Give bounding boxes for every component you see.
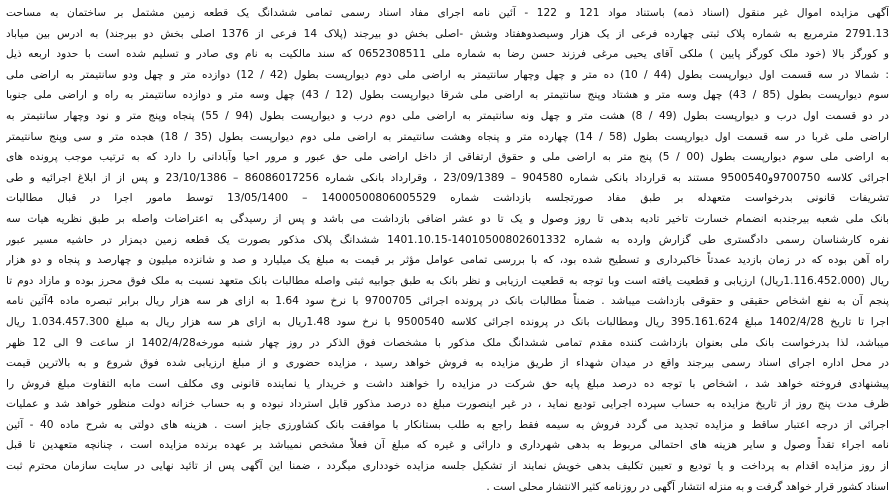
notice-line: در محل اداره اجرای اسناد رسمی بیرجند واقع در میدان شهداء از طریق مزایده به فروش خواهد رسید ، مزایده حضوری و از مبلغ ارزیابی شده فوق شروع و به بالاترین قیمت [6,357,889,370]
notice-line: اجرائی از درجه اعتبار ساقط و مزایده تجدید می گردد فروش به سیمه فقط راجع به طلب بستانکار با موافقت بانک کشاورزی جایز است . هزینه های دولتی به شرح ماده 40 - آئین [6,418,889,431]
notice-line: در دو قسمت اول درب و دیوارپست بطول (49 / 8) هشت متر و چهل ونه سانتیمتر به اراضی ملی دوم درب و دیوارپست بطول (94 / 55) پنجاه وپنج متر و نود وچهار سانتیمتر به [6,109,889,122]
notice-line: پیشنهادی فروخته خواهد شد ، اشخاص با توجه ده درصد مبلغ پایه حق شرکت در مزایده را خواهند داشت و خریدار یا نماینده قانونی وی مکلف است مابه التفاوت مبلغ فروش را [6,377,889,390]
notice-line: نامه اجراء تقداً وصول و سایر هزینه های احتمالی مربوط به بدهی شهرداری و دارائی و غیره که مبلغ آن فعلاً مشخص نمیباشد بر عهده برنده مزایده است ، چنانچه متعهدین تا قبل [6,439,889,452]
notice-line: میباشد، لذا بدرخواست بانک ملی بعنوان بازداشت کننده مقدم تمامی ششدانگ ملک مذکور با مشخصات فوق الذکر در روز چهار شنبه مورخه1402/4/28 از ساعت 9 الی 12 ظهر [6,336,889,349]
notice-line: تشریفات قانونی بدرخواست متعهدله بر طبق مفاد صورتجلسه بازداشت شماره 14000500806005529 – 13/05/1400 توسط مامور اجرا در قبال مطالبات [6,192,889,205]
notice-line: : شمالا در سه قسمت اول دیوارپست بطول (44 / 10) ده متر و چهل وچهار سانتیمتر به اراضی ملی دوم دیوارپست بطول (42 / 12) دوازده متر و چهل ودو سانتیمتر به اراضی ملی [6,68,889,81]
notice-line: اجرائی کلاسه 9700750و9500540 مستند به قرارداد بانکی شماره 904580 – 23/09/1389 ، وقرارداد بانکی شماره 86086017256 – 23/10/1386 و پس از از ابلاغ اجرائیه و طی [6,171,889,184]
notice-line: آگهی مزایده اموال غیر منقول (اسناد ذمه) باستناد مواد 121 و 122 - آئین نامه اجرای مفاد اسناد رسمی تمامی ششدانگ یک قطعه زمین مشتمل بر ساختمان به مساحت [6,7,889,19]
notice-line: ظرف مدت پنج روز از تاریخ مزایده به حساب سپرده اجرایی تودیع نماید ، در غیر اینصورت مبلغ ده درصد مذکور قابل استرداد نبوده و به حساب خزانه دولت منظور خواهد شد و عملیات [6,398,889,411]
notice-line: سوم دیوارپست بطول (85 / 43) چهل وسه متر و هشتاد وپنج سانتیمتر به اراضی ملی شرقا دیوارپست بطول (12 / 43) چهل وسه متر و دوازده سانتیمتر به راه و اراضی ملی جنوبا [6,89,889,102]
notice-line: اراضی ملی غربا در سه قسمت اول دیوارپست بطول (58 / 14) چهارده متر و پنجاه وهشت سانتیمتر به اراضی ملی دوم دیوارپست بطول (35 / 18) هجده متر و سی وپنج سانتیمتر [6,130,889,143]
notice-line: و کورگز بالا (خود ملک کورگز پایین ) ملکی آقای یحیی مرغی فرزند حسن رضا به شماره ملی 0652308511 که سند مالکیت به نام وی صادر و تسلیم شده است با حدود اربعه ذیل [6,48,889,61]
notice-line: بانک ملی شعبه بیرجندبه انضمام خسارت تاخیر تادیه بدهی تا روز وصول و یک تا دو عشر اضافی بازداشت می باشد و پس از رسیدگی به اعتراضات واصله بر طبق نظریه هیات سه [6,212,889,225]
notice-line: از روز مزایده اقدام به پرداخت و یا تودیع و تعیین تکلیف بدهی خویش نمایند از تشکیل جلسه مزایده خودداری میگردد ، ضمنا این آگهی پس از تائید نهایی در سایت سازمان محترم ثبت [6,460,889,473]
notice-line: پنجم آن به نفع اشخاص حقیقی و حقوقی بازداشت میباشد . ضمناً مطالبات بانک در پرونده اجرائی 9700705 با نرخ سود 1.64 به ازای هر سه هزار ریال برابر تبصره ماده 4آئین نامه [6,295,889,308]
notice-line: راه آهن بوده که در زمان بازدید عمدتاً خاکبرداری و تسطیح شده بود، که با بررسی تمامی عوامل مؤثر بر قیمت به مبلغ یک میلیارد و صد و شانزده میلیون و چهارصد و پنجاه و دو هزار [6,254,889,267]
notice-line: به اراضی ملی سوم دیوارپست بطول (00 / 5) پنج متر به اراضی ملی و حقوق ارتفاقی از داخل اراضی ملی حق عبور و مرور احیا وآبادانی را دارد که به ترتیب موجب پرونده های [6,151,889,164]
notice-line: 2791.13 مترمربع به شماره پلاک ثبتی چهارده فرعی از یک هزار وسیصدوهفتاد وشش -اصلی بخش دو بیرجند (پلاک 14 فرعی از 1376 اصلی بخش دو بیرجند) به ادرس بین میاباد [6,27,889,40]
notice-line: اسناد کشور قرار خواهد گرفت و به منزله انتشار آگهی در روزنامه کثیر الانتشار محلی است . [486,480,889,493]
notice-line: اجرا تا تاریخ 1402/4/28 مبلغ 395.161.624 ریال ومطالبات بانک در پرونده اجرائی کلاسه 9500540 با نرخ سود 1.48ریال به ازای هر سه هزار ریال به مبلغ 1.034.457.300 ریال [6,315,889,328]
notice-line: ریال (1.116.452.000ریال) ارزیابی و قطعیت یافته است وبا توجه به قطعیت ارزیابی و نظر بانک به طبق جوابیه ثبتی واصله مطالبات بانک متعهد نسبت به ملک فوق محرز بوده و مازاد دوم تا [6,274,889,287]
notice-line: نفره کارشناسان رسمی دادگستری طی گزارش وارده به شماره 14010500802601332-1401.10.15 ششدانگ پلاک مذکور بصورت یک قطعه زمین دیمزار در حاشیه مسیر عبور [6,233,889,246]
